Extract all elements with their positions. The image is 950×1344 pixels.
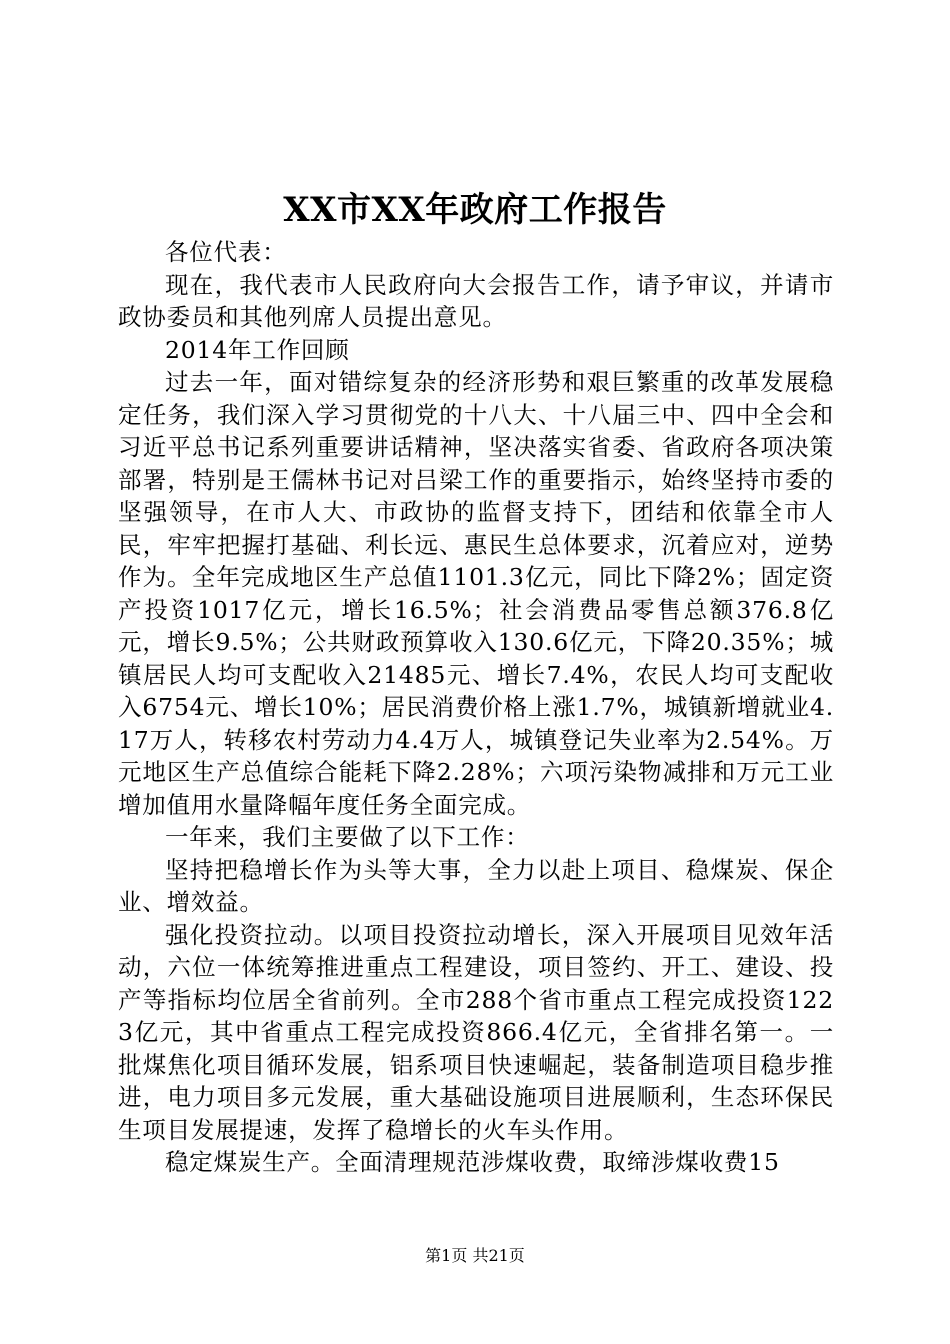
page-footer: 第1页 共21页 [425, 1246, 525, 1265]
document-body [118, 236, 834, 1179]
growth-priority-paragraph: 坚持把稳增长作为头等大事，全力以赴上项目、稳煤炭、保企业、增效益。 [118, 855, 834, 916]
review-summary-paragraph: 过去一年，面对错综复杂的经济形势和艰巨繁重的改革发展稳定任务，我们深入学习贯彻党的十八大、十八届三中、四中全会和习近平总书记系列重要讲话精神，坚决落实省委、省政府各项决策部署，特别是王儒林书记对吕梁工作的重要指示，始终坚持市委的坚强领导，在市人大、市政协的监督支持下，团结和依靠全市人民，牢牢把握打基础、利长远、惠民生总体要求，沉着应对，逆势作为。全年完成地区生产总值1101.3亿元，同比下降2%；固定资产投资1017亿元，增长16.5%；社会消费品零售总额376.8亿元，增长9.5%；公共财政预算收入130.6亿元，下降20.35%；城镇居民人均可支配收入21485元、增长7.4%，农民人均可支配收入6754元、增长10%；居民消费价格上涨1.7%，城镇新增就业4.17万人，转移农村劳动力4.4万人，城镇登记失业率为2.54%。万元地区生产总值综合能耗下降2.28%；六项污染物减排和万元工业增加值用水量降幅年度任务全面完成。 [118, 368, 834, 819]
work-intro-paragraph: 一年来，我们主要做了以下工作： [165, 823, 530, 851]
document-title: XX市XX年政府工作报告 [283, 190, 667, 230]
opening-paragraph: 现在，我代表市人民政府向大会报告工作，请予审议，并请市政协委员和其他列席人员提出意见。 [118, 270, 834, 331]
investment-paragraph: 强化投资拉动。以项目投资拉动增长，深入开展项目见效年活动，六位一体统筹推进重点工程建设，项目签约、开工、建设、投产等指标均位居全省前列。全市288个省市重点工程完成投资1223亿元，其中省重点工程完成投资866.4亿元，全省排名第一。一批煤焦化项目循环发展，铝系项目快速崛起，装备制造项目稳步推进，电力项目多元发展，重大基础设施项目进展顺利，生态环保民生项目发展提速，发挥了稳增长的火车头作用。 [118, 920, 834, 1144]
coal-production-paragraph: 稳定煤炭生产。全面清理规范涉煤收费，取缔涉煤收费15 [165, 1148, 780, 1176]
salutation: 各位代表： [165, 238, 287, 266]
section-heading-review: 2014年工作回顾 [165, 335, 350, 364]
